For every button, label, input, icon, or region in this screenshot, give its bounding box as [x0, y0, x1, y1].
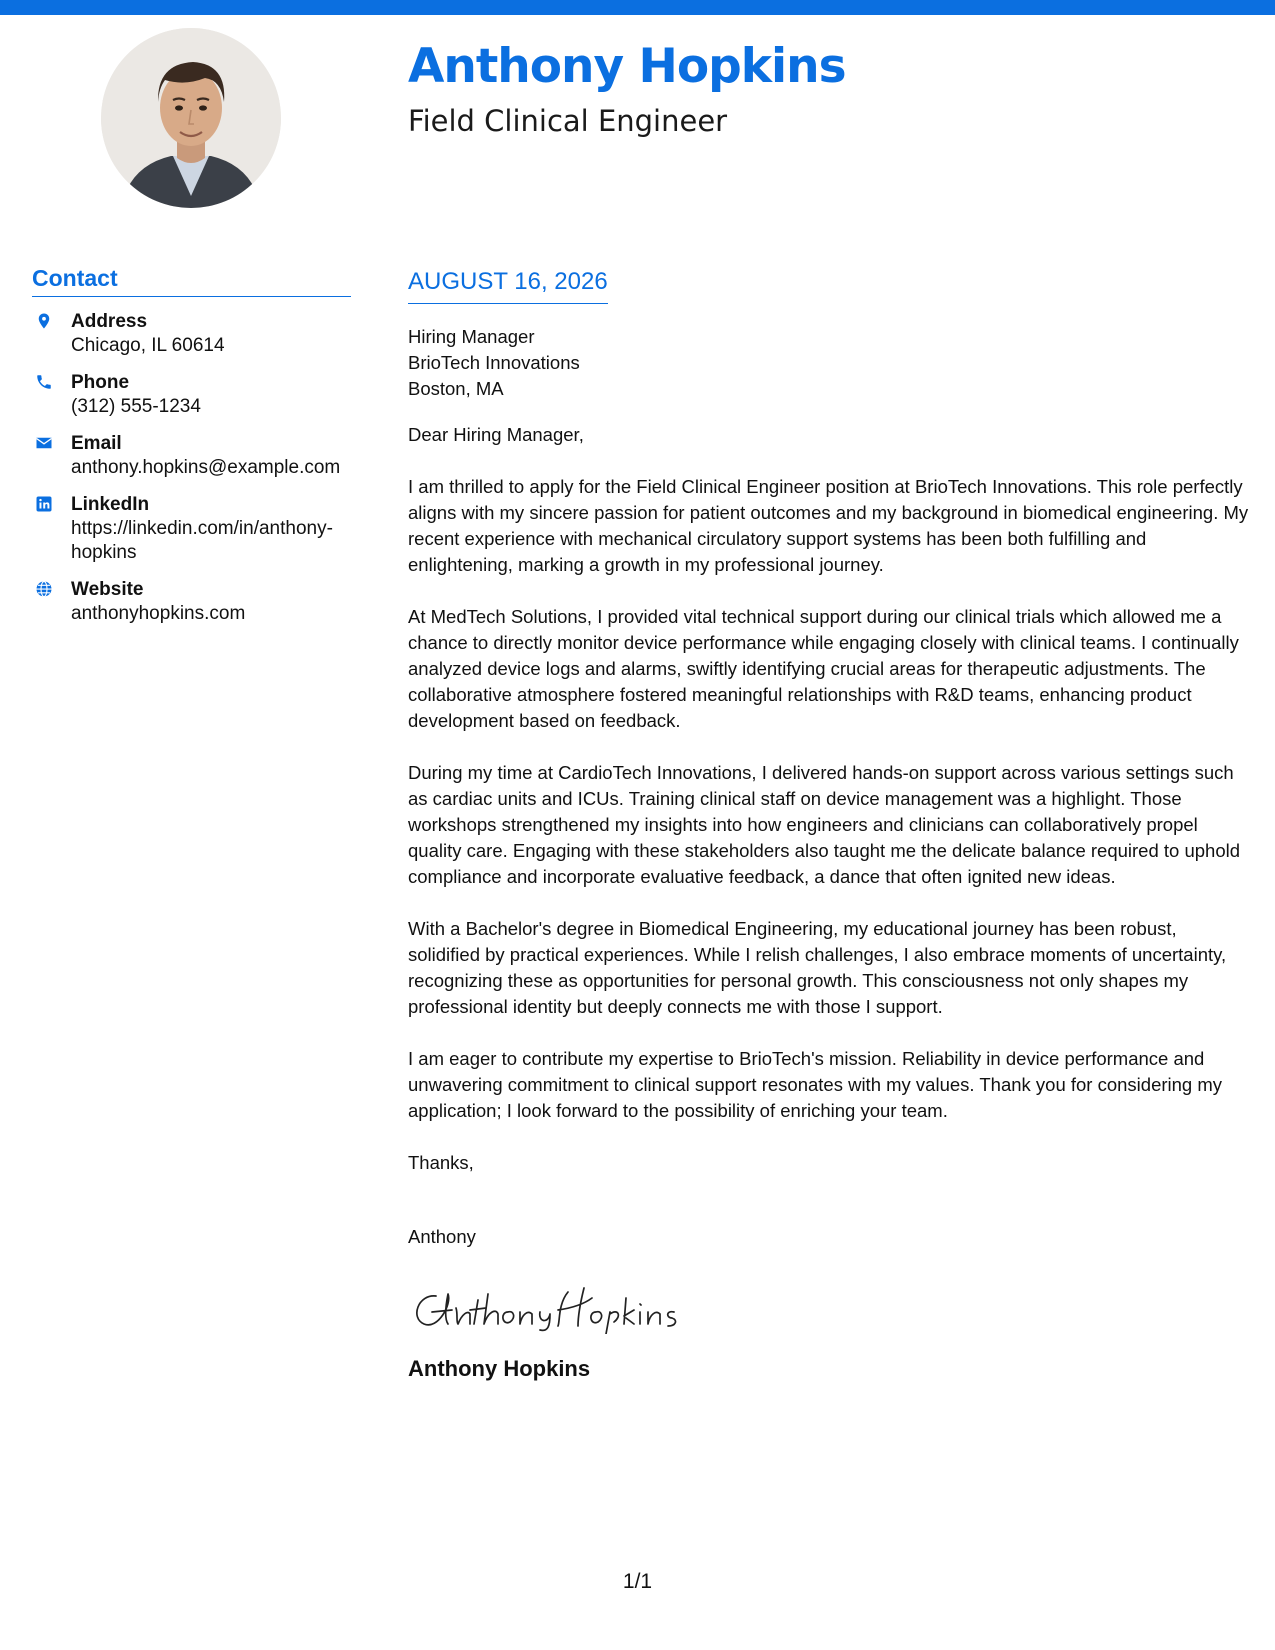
body-paragraph: I am thrilled to apply for the Field Clinical Engineer position at BrioTech Innovations. This role perfectly aligns with my sincere passion for patient outcomes and my background in biomedical engineering. My recent experience with mechanical circulatory support systems has been both fulfilling and enlightening, marking a growth in my professional journey.	[408, 475, 1249, 575]
email-icon	[35, 434, 53, 452]
address-value: Chicago, IL 60614	[71, 334, 225, 356]
letter-date: AUGUST 16, 2026	[408, 268, 608, 304]
letter-body	[408, 268, 1253, 1382]
contact-sidebar	[32, 265, 351, 638]
map-pin-icon	[35, 312, 53, 330]
contact-website	[32, 577, 351, 626]
job-title: Field Clinical Engineer	[408, 104, 728, 138]
recipient-block	[408, 324, 1253, 402]
body-paragraph: With a Bachelor's degree in Biomedical Engineering, my educational journey has been robust, solidified by practical experiences. While I relish challenges, I also embrace moments of uncertainty, recognizing these as opportunities for personal growth. This consciousness not only shapes my professional identity but deeply connects me with those I support.	[408, 917, 1227, 1017]
address-label: Address	[71, 310, 148, 332]
closing: Thanks,	[408, 1151, 474, 1173]
contact-address	[32, 309, 351, 358]
email-value[interactable]: anthony.hopkins@example.com	[71, 456, 341, 478]
recipient-line: BrioTech Innovations	[408, 351, 580, 373]
phone-label: Phone	[71, 371, 130, 393]
page-number: 1/1	[622, 1570, 653, 1593]
linkedin-label: LinkedIn	[71, 493, 150, 515]
contact-heading: Contact	[32, 265, 351, 297]
linkedin-value[interactable]: https://linkedin.com/in/anthony-hopkins	[71, 517, 333, 563]
globe-icon	[35, 580, 53, 598]
handwritten-signature	[408, 1274, 688, 1334]
body-paragraph: During my time at CardioTech Innovations, I delivered hands-on support across various settings such as cardiac units and ICUs. Training clinical staff on device management was a highlight. Those workshops strengthened my insights into how engineers and clinicians can collaboratively propel quality care. Engaging with these stakeholders also taught me the delicate balance required to uphold compliance and incorporate evaluative feedback, a dance that often ignited new ideas.	[408, 761, 1241, 887]
phone-icon	[35, 373, 53, 391]
email-label: Email	[71, 432, 122, 454]
printed-full-name: Anthony Hopkins	[408, 1355, 591, 1381]
contact-phone	[32, 370, 351, 419]
salutation: Dear Hiring Manager,	[408, 423, 584, 445]
sign-off-name: Anthony	[408, 1225, 476, 1247]
recipient-line: Hiring Manager	[408, 325, 535, 347]
profile-photo	[101, 28, 281, 208]
applicant-name: Anthony Hopkins	[408, 39, 846, 94]
contact-linkedin	[32, 492, 351, 565]
body-paragraph: I am eager to contribute my expertise to BrioTech's mission. Reliability in device performance and unwavering commitment to clinical support resonates with my values. Thank you for considering my application; I look forward to the possibility of enriching your team.	[408, 1047, 1223, 1121]
website-value[interactable]: anthonyhopkins.com	[71, 602, 246, 624]
website-label: Website	[71, 578, 144, 600]
top-accent-bar	[0, 0, 1275, 15]
linkedin-icon	[35, 495, 53, 513]
contact-email	[32, 431, 351, 480]
recipient-line: Boston, MA	[408, 377, 504, 399]
body-paragraph: At MedTech Solutions, I provided vital technical support during our clinical trials which allowed me a chance to directly monitor device performance while engaging closely with clinical teams. I continually analyzed device logs and alarms, swiftly identifying crucial areas for therapeutic adjustments. The collaborative atmosphere fostered meaningful relationships with R&D teams, enhancing product development based on feedback.	[408, 605, 1239, 731]
phone-value: (312) 555-1234	[71, 395, 201, 417]
